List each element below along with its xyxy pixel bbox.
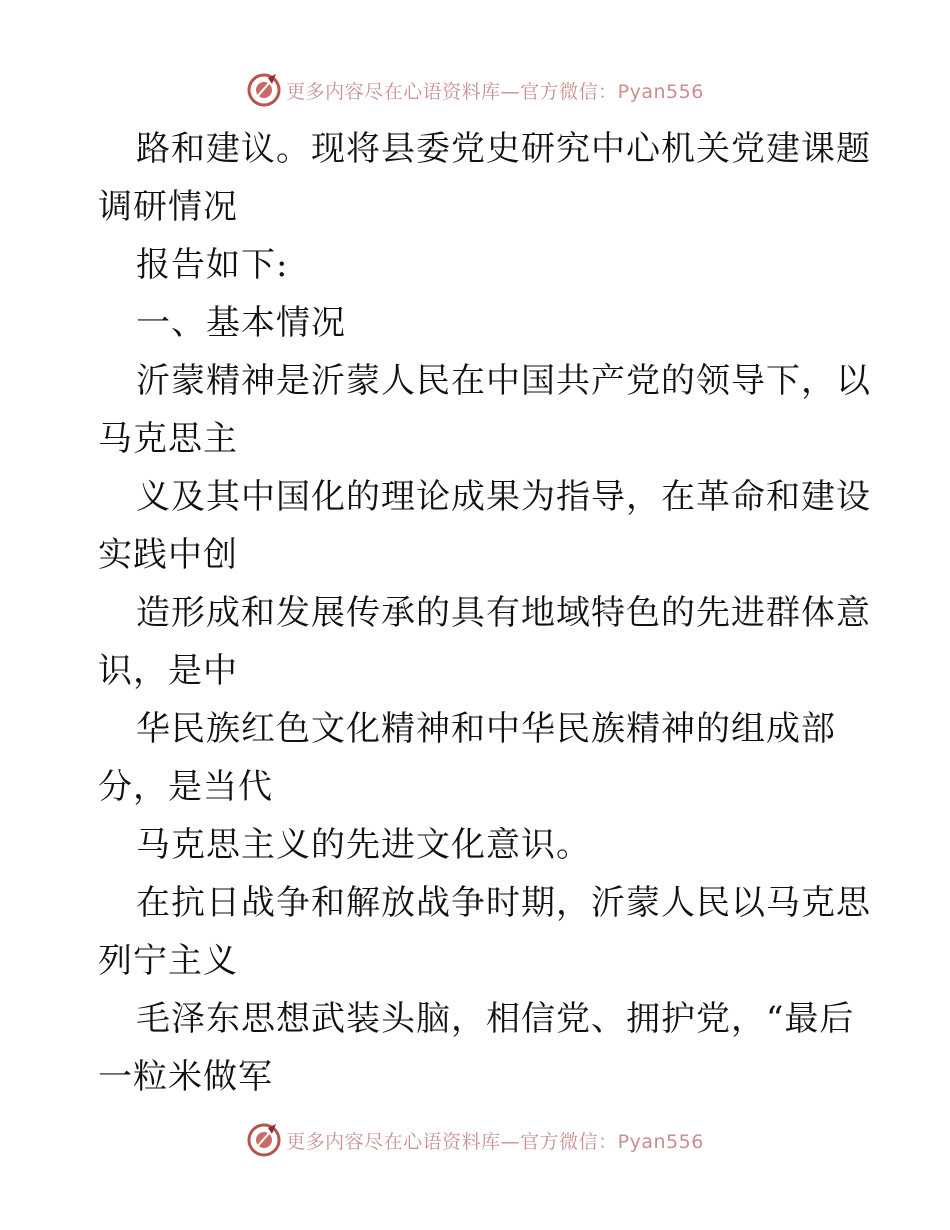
text-line: 调研情况: [98, 187, 238, 227]
text-line: 马克思主: [98, 419, 238, 459]
text-line: 马克思主义的先进文化意识。: [136, 825, 591, 865]
text-line: 识，是中: [98, 651, 238, 691]
text-line: 沂蒙精神是沂蒙人民在中国共产党的领导下，以: [136, 361, 871, 401]
text-line: 列宁主义: [98, 941, 238, 981]
text-line: 义及其中国化的理论成果为指导，在革命和建设: [136, 477, 871, 517]
header-watermark: [0, 70, 950, 110]
text-line: 分，是当代: [98, 767, 273, 807]
document-body: [98, 120, 871, 1106]
text-line: 华民族红色文化精神和中华民族精神的组成部: [136, 709, 836, 749]
text-line: 路和建议。现将县委党史研究中心机关党建课题: [136, 129, 871, 169]
watermark-text: 更多内容尽在心语资料库—官方微信：Pyan556: [286, 1130, 704, 1153]
text-line: 一、基本情况: [136, 303, 346, 343]
text-line: 报告如下:: [136, 245, 289, 285]
pen-logo-icon: [246, 1122, 282, 1158]
text-line: 造形成和发展传承的具有地域特色的先进群体意: [136, 593, 871, 633]
watermark-text: 更多内容尽在心语资料库—官方微信：Pyan556: [286, 80, 704, 103]
text-line: 一粒米做军: [98, 1057, 273, 1097]
text-line: 毛泽东思想武装头脑，相信党、拥护党，“最后: [136, 999, 855, 1039]
pen-logo-icon: [246, 72, 282, 108]
text-line: 在抗日战争和解放战争时期，沂蒙人民以马克思: [136, 883, 871, 923]
text-line: 实践中创: [98, 535, 238, 575]
footer-watermark: [0, 1120, 950, 1160]
